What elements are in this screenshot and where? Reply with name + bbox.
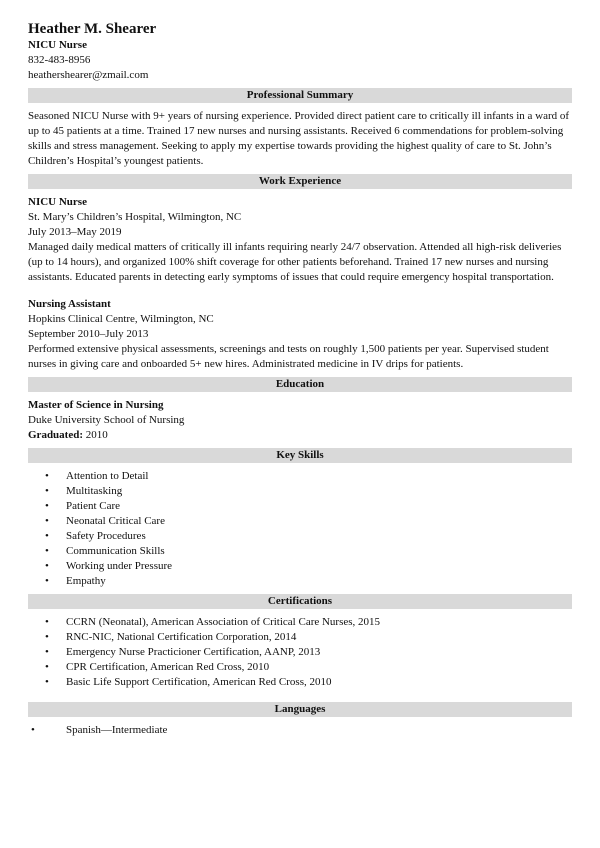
list-item: • Empathy [28,574,572,589]
list-item: • Spanish—Intermediate [28,723,572,738]
list-item: • Attention to Detail [28,469,572,484]
section-heading-skills: Key Skills [28,448,572,463]
candidate-name: Heather M. Shearer [28,21,157,37]
list-item: • Communication Skills [28,544,572,559]
job-title: Nursing Assistant [28,298,111,310]
list-item: • Multitasking [28,484,572,499]
section-heading-summary: Professional Summary [28,88,572,103]
job-employer: St. Mary’s Children’s Hospital, Wilmington, NC [28,211,242,223]
job-dates: July 2013–May 2019 [28,226,122,238]
school: Duke University School of Nursing [28,414,185,426]
list-item: • Patient Care [28,499,572,514]
job-employer: Hopkins Clinical Centre, Wilmington, NC [28,313,214,325]
job-entry [28,195,572,285]
list-item: • CCRN (Neonatal), American Association of Critical Care Nurses, 2015 [28,615,572,630]
job-description: Performed extensive physical assessments, screenings and tests on roughly 1,500 patients per year. Supervised student nurses in giving care and onboarded 5+ new hires. Administrated medicine in IV drips for patients. [28,343,549,370]
job-entry [28,297,572,372]
job-title-headline: NICU Nurse [28,39,87,51]
email-address: heathershearer@zmail.com [28,69,149,81]
graduation [28,428,572,443]
graduated-label: Graduated: [28,429,83,441]
list-item: • RNC-NIC, National Certification Corporation, 2014 [28,630,572,645]
section-heading-experience: Work Experience [28,174,572,189]
list-item: • Safety Procedures [28,529,572,544]
section-heading-languages: Languages [28,702,572,717]
list-item: • Basic Life Support Certification, American Red Cross, 2010 [28,675,572,690]
list-item: • Working under Pressure [28,559,572,574]
job-dates: September 2010–July 2013 [28,328,149,340]
job-description: Managed daily medical matters of critically ill infants requiring nearly 24/7 observation. Attended all high-risk deliveries (up to 14 hours), and organized 100% shift coverage for other patients beforehand. Trained 17 new nurses and nursing assistants. Educated parents in detecting early symptoms of issues that could require emergency hospital transportation. [28,241,562,283]
list-item: • Neonatal Critical Care [28,514,572,529]
resume-header [28,20,572,83]
graduated-year: 2010 [85,429,108,441]
job-title: NICU Nurse [28,196,87,208]
summary-text: Seasoned NICU Nurse with 9+ years of nursing experience. Provided direct patient care to critically ill infants in a ward of up to 45 patients at a time. Trained 17 new nurses and nursing assistants. Received 6 commendations for problem-solving skills and stress management. Seeking to apply my expertise towards providing the highest quality of care to St. John’s Children’s Hospital’s youngest patients. [28,110,570,167]
section-heading-certifications: Certifications [28,594,572,609]
education-entry [28,398,572,443]
certifications-list [28,615,572,690]
section-heading-education: Education [28,377,572,392]
list-item: • CPR Certification, American Red Cross, 2010 [28,660,572,675]
degree: Master of Science in Nursing [28,399,164,411]
skills-list [28,469,572,589]
list-item: • Emergency Nurse Practicioner Certification, AANP, 2013 [28,645,572,660]
phone-number: 832-483-8956 [28,54,91,66]
languages-list [28,723,572,738]
